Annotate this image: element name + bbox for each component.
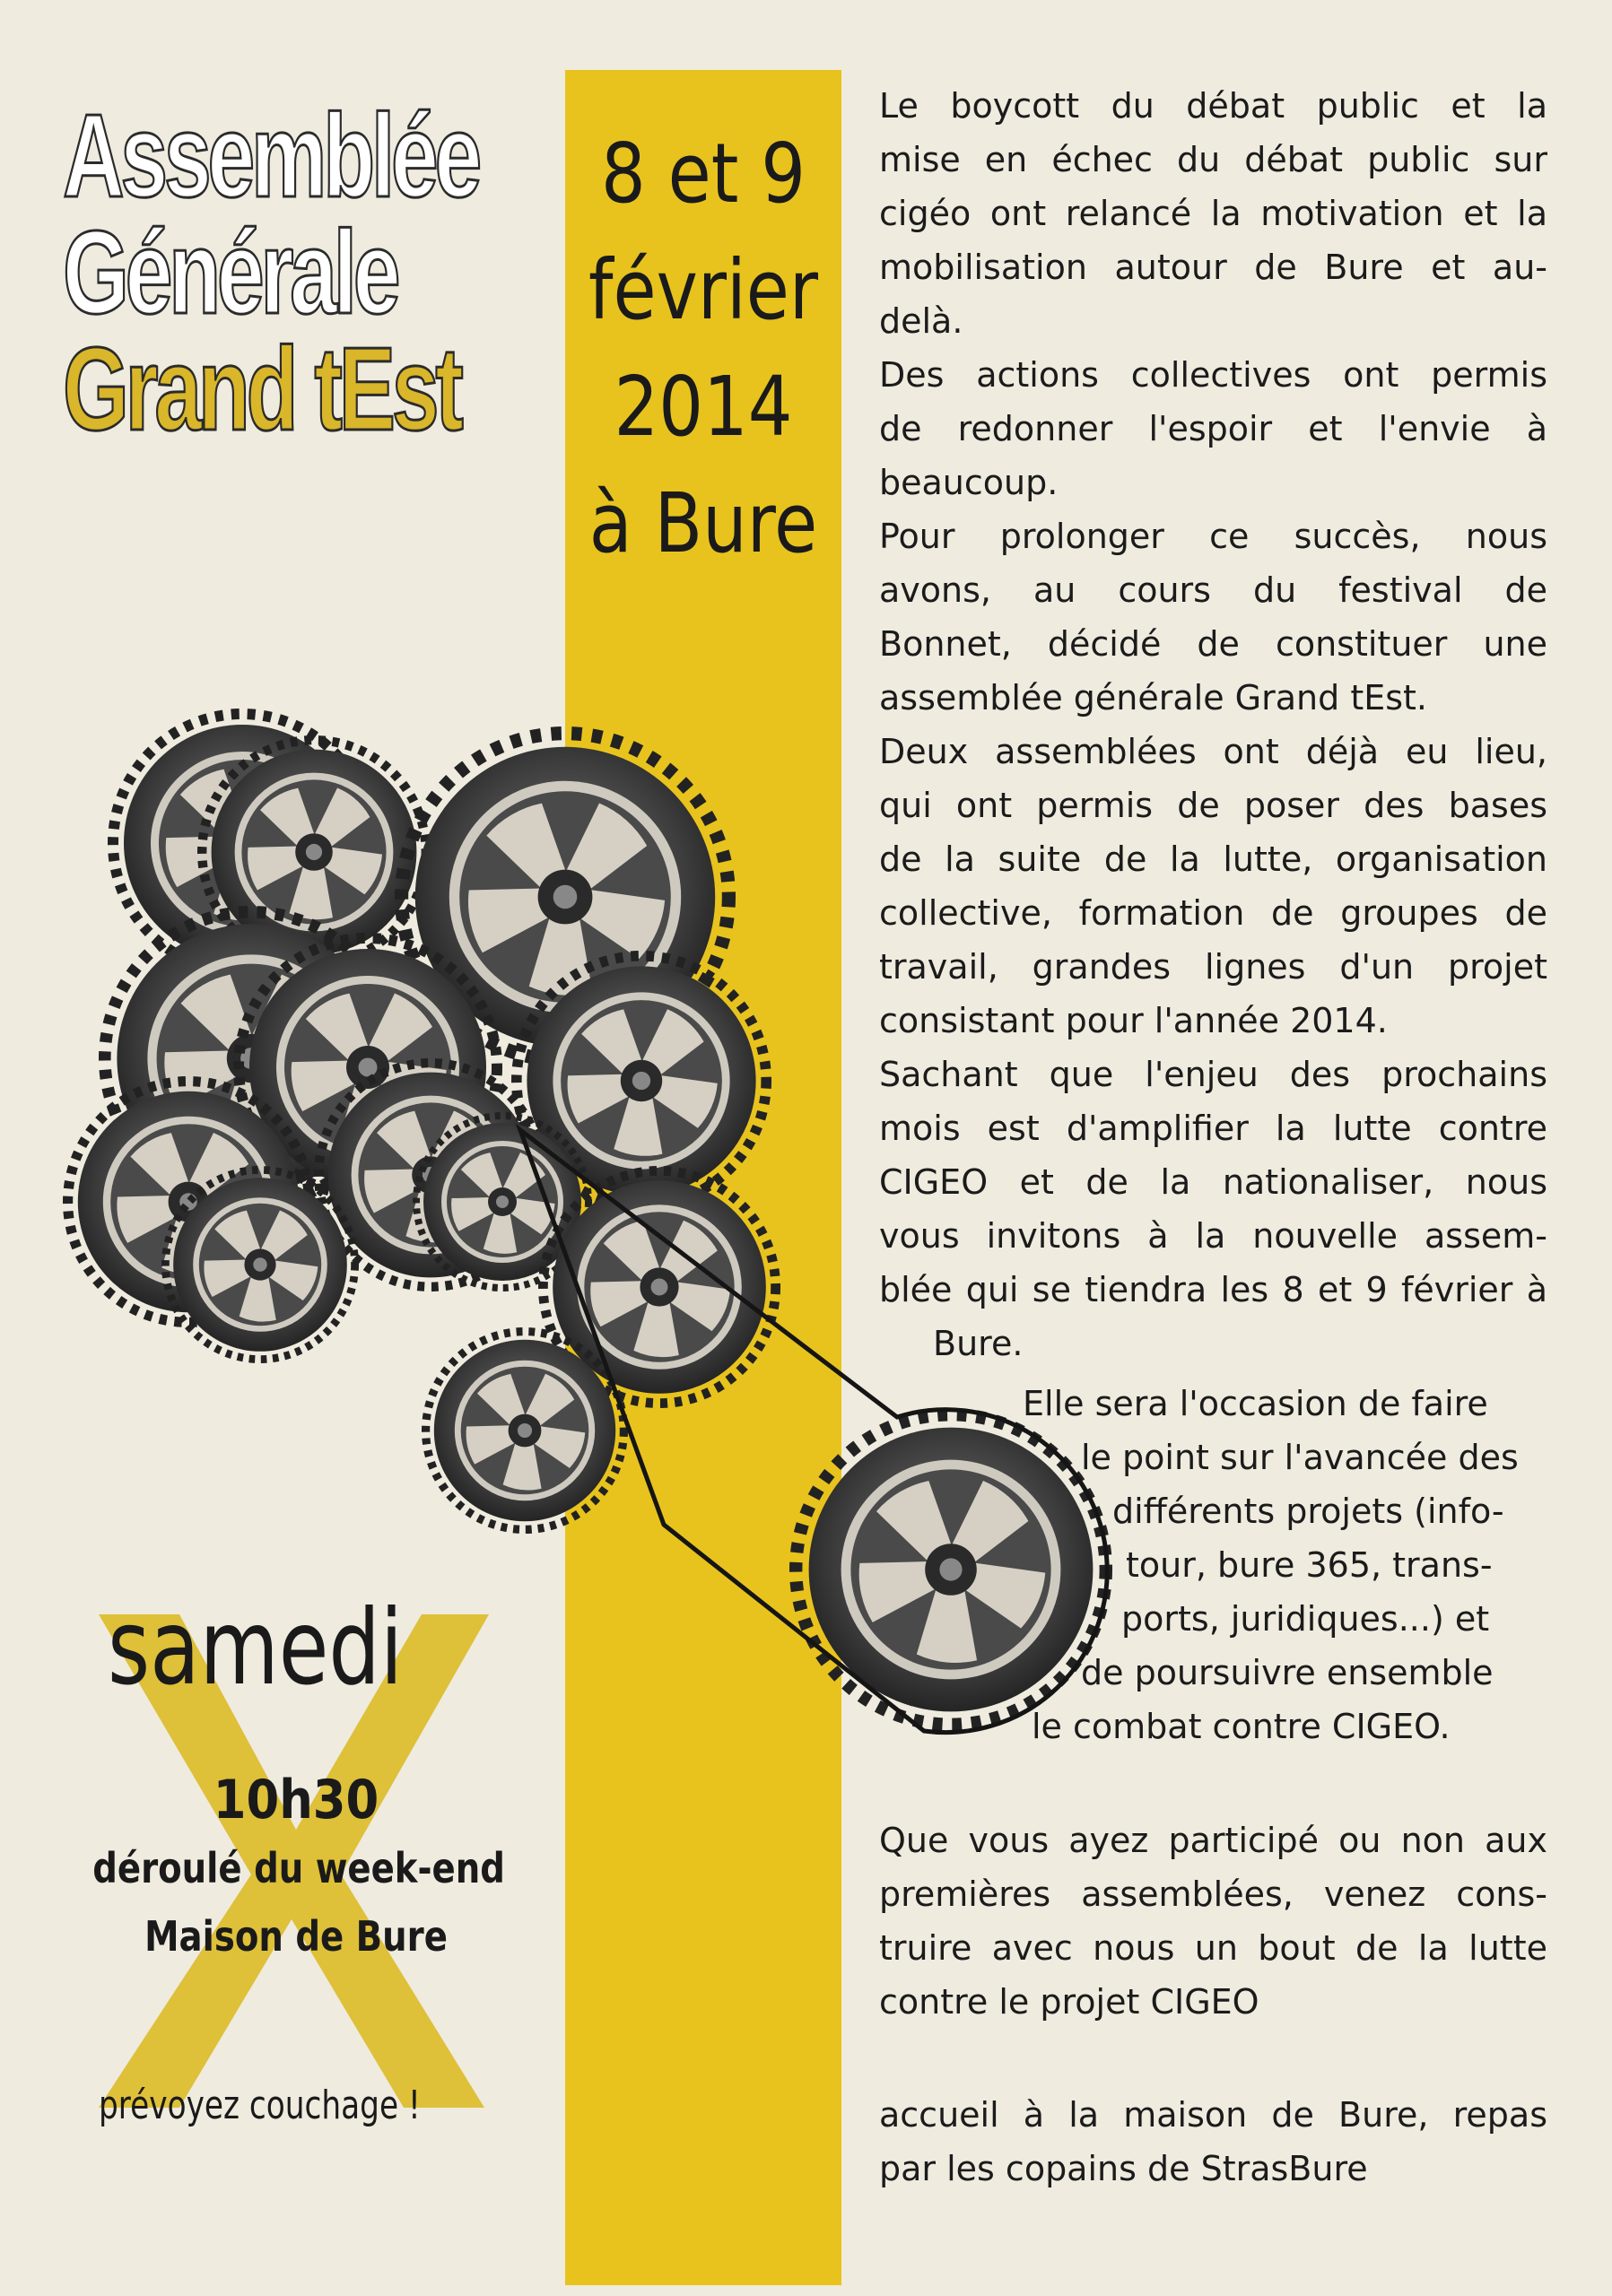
body-line: le combat contre CIGEO. — [1032, 1707, 1451, 1746]
body-line: consistant pour l'année 2014. — [879, 1001, 1388, 1040]
closing-line: premières assemblées, venez cons- — [879, 1874, 1547, 1914]
body-line: Le boycott du débat public et la — [879, 86, 1547, 126]
title-line-grand-test: Grand tEst — [63, 323, 460, 455]
body-line: Elle sera l'occasion de faire — [1023, 1384, 1488, 1423]
footer-line: accueil à la maison de Bure, repas — [879, 2095, 1547, 2135]
body-line: tour, bure 365, trans- — [1126, 1545, 1493, 1585]
body-line: différents projets (info- — [1112, 1492, 1504, 1531]
body-line: blée qui se tiendra les 8 et 9 février à — [879, 1270, 1547, 1309]
body-line: Des actions collectives ont permis — [879, 355, 1547, 395]
date-month: février — [588, 242, 819, 338]
saturday-heading: samedi — [108, 1587, 403, 1709]
body-line: travail, grandes lignes d'un projet — [879, 947, 1547, 987]
body-line: vous invitons à la nouvelle assem- — [879, 1216, 1547, 1256]
body-line: mise en échec du débat public sur — [879, 140, 1547, 179]
title-line-assemblee: Assemblée — [63, 90, 479, 222]
body-line: delà. — [879, 301, 963, 341]
date-days: 8 et 9 — [600, 126, 806, 222]
body-line: le point sur l'avancée des — [1081, 1438, 1519, 1477]
closing-line: truire avec nous un bout de la lutte — [879, 1928, 1547, 1968]
closing-line: Que vous ayez participé ou non aux — [879, 1821, 1547, 1860]
body-line: collective, formation de groupes de — [879, 893, 1547, 933]
body-line: cigéo ont relancé la motivation et la — [879, 194, 1547, 233]
footer-line: par les copains de StrasBure — [879, 2149, 1368, 2188]
closing-line: contre le projet CIGEO — [879, 1982, 1259, 2022]
body-line: Sachant que l'enjeu des prochains — [879, 1055, 1547, 1094]
body-line: de redonner l'espoir et l'envie à — [879, 409, 1547, 448]
saturday-program: déroulé du week-end — [92, 1844, 505, 1892]
body-line: assemblée générale Grand tEst. — [879, 678, 1428, 718]
body-line: qui ont permis de poser des bases — [879, 786, 1547, 825]
body-line: CIGEO et de la nationaliser, nous — [879, 1162, 1547, 1202]
saturday-time: 10h30 — [213, 1769, 379, 1831]
date-year: 2014 — [614, 359, 793, 455]
bedding-note: prévoyez couchage ! — [99, 2083, 421, 2128]
body-line: avons, au cours du festival de — [879, 570, 1547, 610]
body-line: Deux assemblées ont déjà eu lieu, — [879, 732, 1547, 771]
body-line: Bonnet, décidé de constituer une — [879, 624, 1547, 664]
body-line: mobilisation autour de Bure et au- — [879, 248, 1547, 287]
body-line: mois est d'amplifier la lutte contre — [879, 1109, 1547, 1148]
body-line: Pour prolonger ce succès, nous — [879, 517, 1547, 556]
body-line: de poursuivre ensemble — [1081, 1653, 1494, 1692]
body-line: ports, juridiques...) et — [1121, 1599, 1490, 1639]
saturday-location: Maison de Bure — [144, 1912, 448, 1961]
title-line-generale: Générale — [63, 206, 397, 338]
body-line: beaucoup. — [879, 463, 1059, 502]
body-line: Bure. — [933, 1324, 1024, 1363]
body-line: de la suite de la lutte, organisation — [879, 839, 1547, 879]
date-place: à Bure — [588, 475, 818, 571]
